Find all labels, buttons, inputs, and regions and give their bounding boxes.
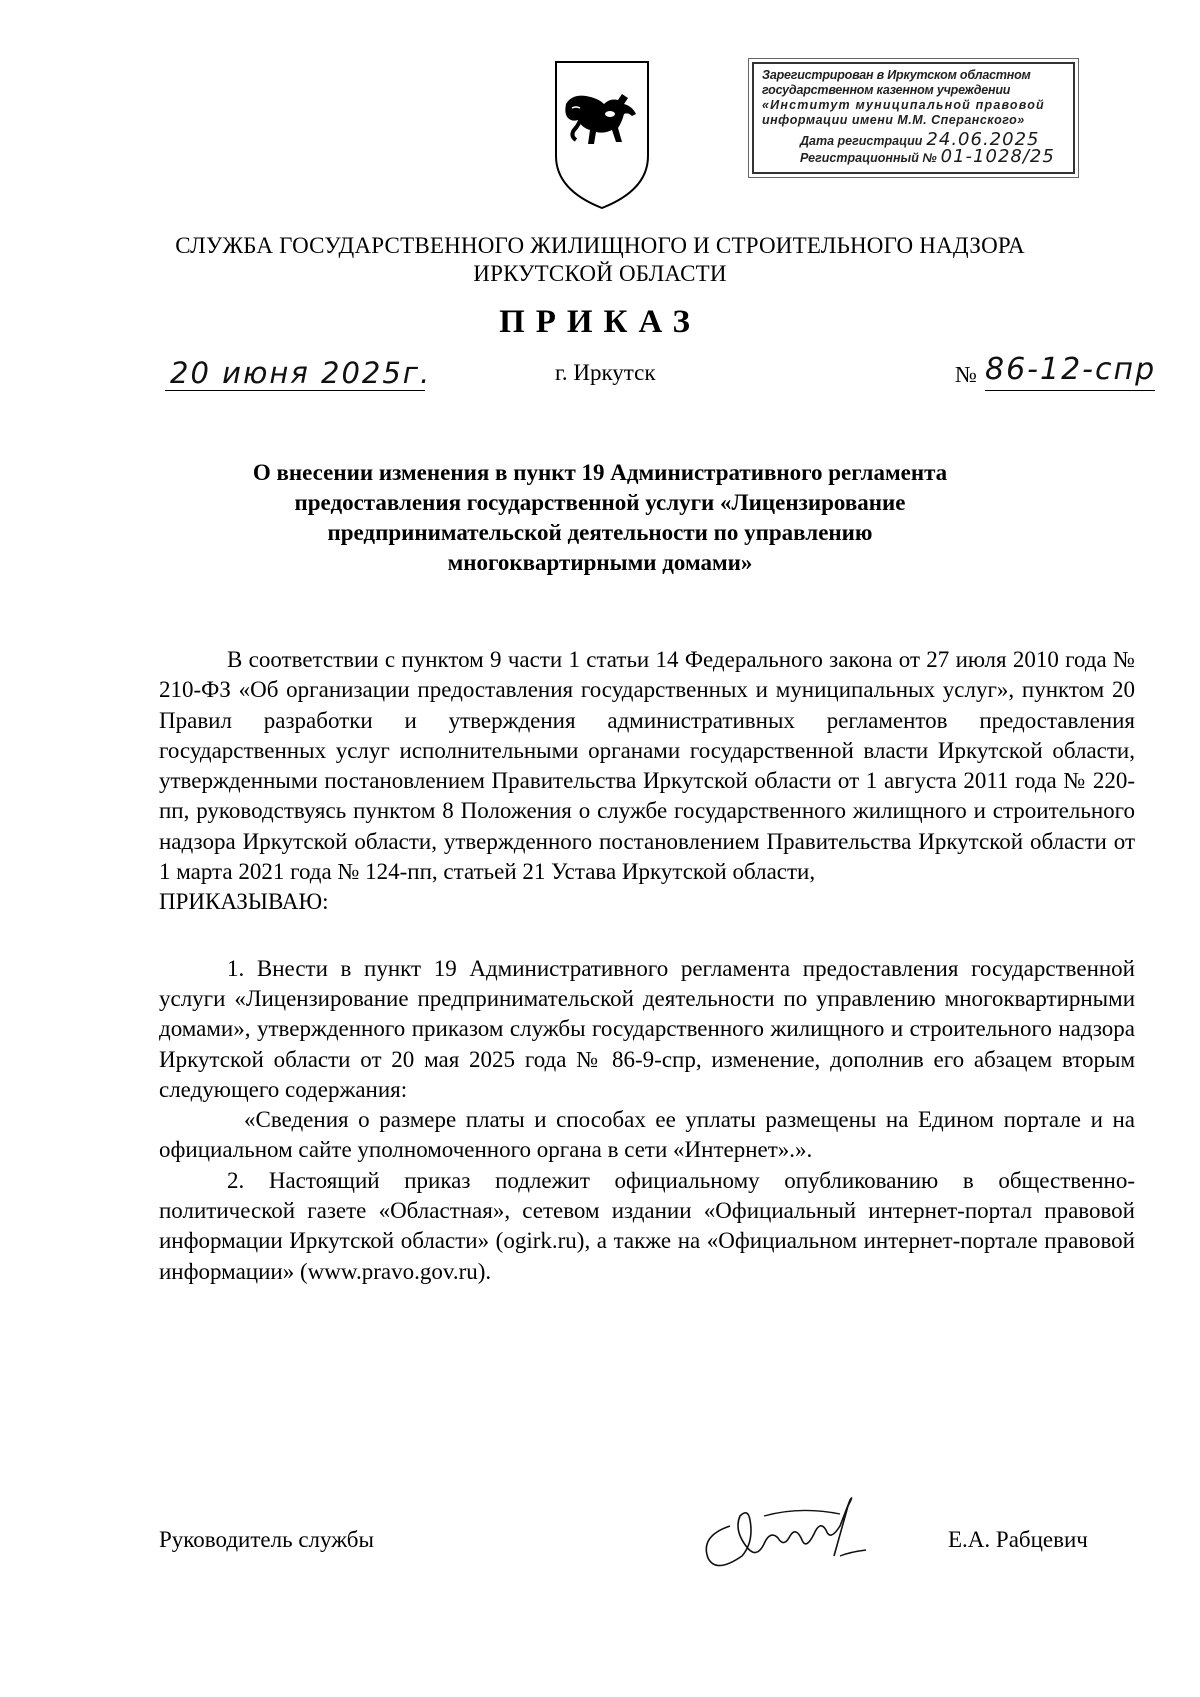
city: г. Иркутск (555, 360, 656, 385)
organization-line: СЛУЖБА ГОСУДАРСТВЕННОГО ЖИЛИЩНОГО И СТРОИТЕЛЬНОГО НАДЗОРА (175, 233, 1025, 258)
subject-line: предоставления государственной услуги «Лицензирование (294, 490, 906, 515)
stamp-line: «Институт муниципальной правовой (762, 98, 1045, 112)
signatory-role: Руководитель службы (159, 1527, 374, 1552)
order-item-1: 1. Внести в пункт 19 Административного регламента предоставления государственной услуги «Лицензирование предпринимательской деятельности по управлению многоквартирными домами», утвержденного приказом службы государственного жилищного и строительного надзора Иркутской области от 20 мая 2025 года № 86-9-спр, изменение, дополнив его абзацем вторым следующего содержания: (159, 955, 1135, 1102)
signatory-name: Е.А. Рабцевич (948, 1527, 1088, 1552)
stamp-line: Зарегистрирован в Иркутском областном (762, 68, 1031, 82)
number-sign: № (955, 362, 977, 387)
stamp-line: государственном казенном учреждении (762, 83, 1011, 97)
organization-name (0, 232, 1200, 288)
stamp-line: информации имени М.М. Сперанского» (762, 113, 1025, 127)
date-underline (165, 390, 425, 391)
handwritten-signature (690, 1486, 920, 1578)
stamp-reg-number-row (762, 146, 1065, 167)
number-underline (985, 390, 1155, 391)
handwritten-date: 20 июня 2025г. (170, 356, 432, 390)
order-word: ПРИКАЗЫВАЮ: (159, 889, 329, 915)
document-subject (150, 458, 1050, 578)
stamp-reg-date-label: Дата регистрации (800, 134, 923, 148)
registration-stamp (752, 62, 1075, 174)
subject-line: предпринимательской деятельности по управлению (327, 520, 873, 545)
handwritten-document-number: 86-12-спр (985, 352, 1157, 387)
document-body (159, 645, 1135, 1287)
stamp-reg-number-label: Регистрационный № (800, 151, 937, 165)
order-item-2: 2. Настоящий приказ подлежит официальному опубликованию в общественно-политической газете «Областная», сетевом издании «Официальный интернет-портал правовой информации Иркутской области» (ogirk.ru), а также на «Официальном интернет-портале правовой информации» (www.pravo.gov.ru). (159, 1167, 1135, 1284)
subject-line: многоквартирными домами» (447, 550, 753, 575)
preamble-paragraph: В соответствии с пунктом 9 части 1 статьи 14 Федерального закона от 27 июля 2010 года № 210-ФЗ «Об организации предоставления государственных и муниципальных услуг», пунктом 20 Правил разработки и утверждения административных регламентов предоставления государственных услуг исполнительными органами государственной власти Иркутской области, утвержденными постановлением Правительства Иркутской области от 1 августа 2011 года № 220-пп, руководствуясь пунктом 8 Положения о службе государственного жилищного и строительного надзора Иркутской области, утвержденного постановлением Правительства Иркутской области от 1 марта 2021 года № 124-пп, статьей 21 Устава Иркутской области, (159, 647, 1135, 885)
subject-line: О внесении изменения в пункт 19 Административного регламента (252, 460, 948, 485)
order-item-1-quote: «Сведения о размере платы и способах ее уплаты размещены на Едином портале и на официальном сайте уполномоченного органа в сети «Интернет».». (159, 1107, 1135, 1163)
coat-of-arms-emblem (552, 58, 652, 210)
organization-line: ИРКУТСКОЙ ОБЛАСТИ (473, 261, 727, 286)
stamp-reg-number-value: 01-1028/25 (940, 146, 1055, 167)
document-type-title: ПРИКАЗ (499, 304, 701, 340)
stamp-reg-date-value: 24.06.2025 (926, 129, 1040, 150)
